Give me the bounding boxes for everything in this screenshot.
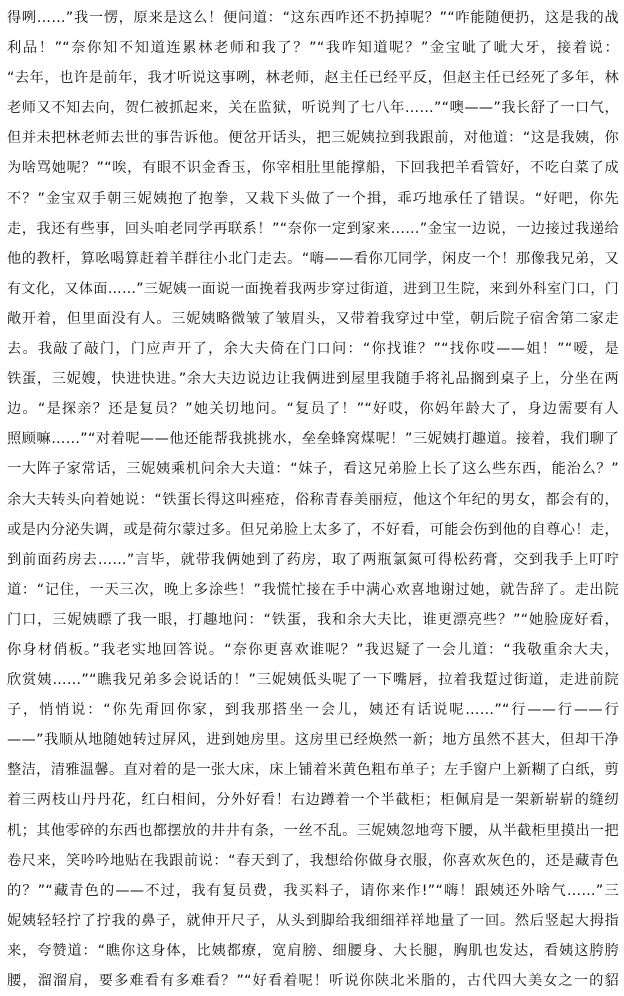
text-line: 来，夸赞道：“瞧你这身体，比姨都療，宽肩膀、细腰身、大长腿，胸肌也发达，看姨这胯胯 bbox=[7, 942, 619, 959]
text-line: 边。“是探亲？还是复员？”她关切地问。“复员了！”“好哎，你妈年龄大了，身边需要有人 bbox=[7, 401, 619, 418]
text-line: “去年，也许是前年，我才听说这事咧，林老师，赵主任已经平反，但赵主任已经死了多年，林 bbox=[7, 70, 619, 87]
text-line: 机；其他零碎的东西也都摆放的井井有条，一丝不乱。三妮姨忽地弯下腰，从半截柜里摸出一把 bbox=[7, 822, 619, 839]
text-line: 走，我还有些事，回头咱老同学再联系！”“奈你一定到家来……”金宝一边说，一边接过我递给 bbox=[7, 220, 619, 237]
text-line: 得咧……”我一愣，原来是这么！便问道：“这东西咋还不扔掉呢？”“咋能随便扔，这是我的战 bbox=[7, 10, 619, 26]
text-line: 去。我敲了敲门，门应声开了，余大夫倚在门口问：“你找谁？”“找你哎——姐！”“嗳，是 bbox=[7, 341, 619, 358]
text-line: ——”我顺从地随她转过屏风，进到她房里。这房里已经焕然一新；地方虽然不甚大，但却干净 bbox=[7, 732, 619, 749]
text-line: 欣赏姨……”“瞧我兄弟多会说话的！”三妮姨低头呢了一下嘴唇，拉着我踅过街道，走进前院 bbox=[7, 672, 619, 689]
text-line: 子，悄悄说：“你先甭回你家，到我那搭坐一会儿，姨还有话说呢……”“行——行——行 bbox=[7, 702, 619, 719]
document-page bbox=[7, 3, 619, 989]
text-line: 腰，溜溜肩，要多难看有多难看？”“好看着呢！听说你陕北米脂的，古代四大美女之一的貂 bbox=[7, 973, 619, 989]
text-line: 余大夫转头向着她说：“铁蛋长得这叫痤疮，俗称青春美丽痘，他这个年纪的男女，都会有的， bbox=[7, 491, 619, 508]
text-line: 铁蛋，三妮嫂，快进快进。”余大夫边说边让我俩进到屋里我随手将礼品搁到桌子上，分坐在两 bbox=[7, 371, 619, 388]
text-line: 着三两枝山丹丹花，红白相间，分外好看！右边蹲着一个半截柜；柜佩肩是一架新崭崭的缝纫 bbox=[7, 792, 619, 809]
text-line: 照顾嘛……”“对着呢——他还能帮我挑挑水，垒垒蜂窝煤呢！”三妮姨打趣道。接着，我们聊了 bbox=[7, 431, 619, 448]
text-line: 妮姨轻轻拧了拧我的鼻子，就伸开尺子，从头到脚给我细细祥祥地量了一回。然后竖起大拇指 bbox=[7, 912, 619, 929]
text-line: 道：“记住，一天三次，晚上多涂些！”我慌忙接在手中满心欢喜地谢过她，就告辞了。走出院 bbox=[7, 581, 619, 598]
text-line: 门口，三妮姨瞟了我一眼，打趣地问：“铁蛋，我和余大夫比，谁更漂亮些？”“她脸庞好看， bbox=[7, 611, 619, 628]
text-line: 为啥骂她呢？”“唉，有眼不识金香玉，你宰相肚里能撑船，下回我把羊看管好，不吃白菜了成 bbox=[7, 160, 619, 177]
text-line: 到前面药房去……”言毕，就带我俩她到了药房，取了两瓶氯氮可得松药膏，交到我手上叮咛 bbox=[7, 551, 619, 568]
text-line: 老师又不知去向，贺仁被抓起来，关在监狱，听说判了七八年……”“噢——”我长舒了一口气， bbox=[7, 100, 619, 117]
text-line: 你身材俏板。”我老实地回答说。“奈你更喜欢谁呢？”我迟疑了一会儿道：“我敬重余大夫， bbox=[7, 641, 619, 658]
text-line: 的？”“藏青色的——不过，我有复员费，我买料子，请你来作!”“嗨！跟姨还外啥气……”三 bbox=[7, 882, 619, 899]
text-line: 或是内分泌失调，或是荷尔蒙过多。但兄弟脸上太多了，不好看，可能会伤到他的自尊心！走， bbox=[7, 521, 619, 538]
text-line: 但并未把林老师去世的事告诉他。便岔开话头，把三妮姨拉到我跟前，对他道：“这是我姨，你 bbox=[7, 130, 619, 147]
text-line: 卷尺来，笑吟吟地贴在我跟前说：“春天到了，我想给你做身衣服，你喜欢灰色的，还是藏青色 bbox=[7, 852, 619, 869]
text-line: 他的教杆，算吆喝算赶着羊群往小北门走去。“嗨——看你兀同学，闲皮一个！那像我兄弟，又 bbox=[7, 250, 619, 267]
text-line: 利品！”“奈你知不知道连累林老师和我了？”“我咋知道呢？”金宝呲了呲大牙，接着说： bbox=[7, 40, 619, 57]
text-line: 一大阵子家常话，三妮姨乘机问余大夫道：“妹子，看这兄弟脸上长了这么些东西，能治么？” bbox=[7, 461, 619, 478]
text-line: 整洁，清雅温馨。直对着的是一张大床，床上铺着米黄色粗布单子；左手窗户上新糊了白纸，剪 bbox=[7, 762, 619, 779]
text-line: 有文化，又体面……”三妮姨一面说一面挽着我两步穿过街道，进到卫生院，来到外科室门口，门 bbox=[7, 280, 619, 297]
text-line: 敞开着，但里面没有人。三妮姨略微皱了皱眉头，又带着我穿过中堂，朝后院子宿舍第二家走 bbox=[7, 310, 619, 327]
text-line: 不？”金宝双手朝三妮姨抱了抱拳，又栽下头做了一个揖，乖巧地承任了错误。“好吧，你先 bbox=[7, 190, 619, 207]
